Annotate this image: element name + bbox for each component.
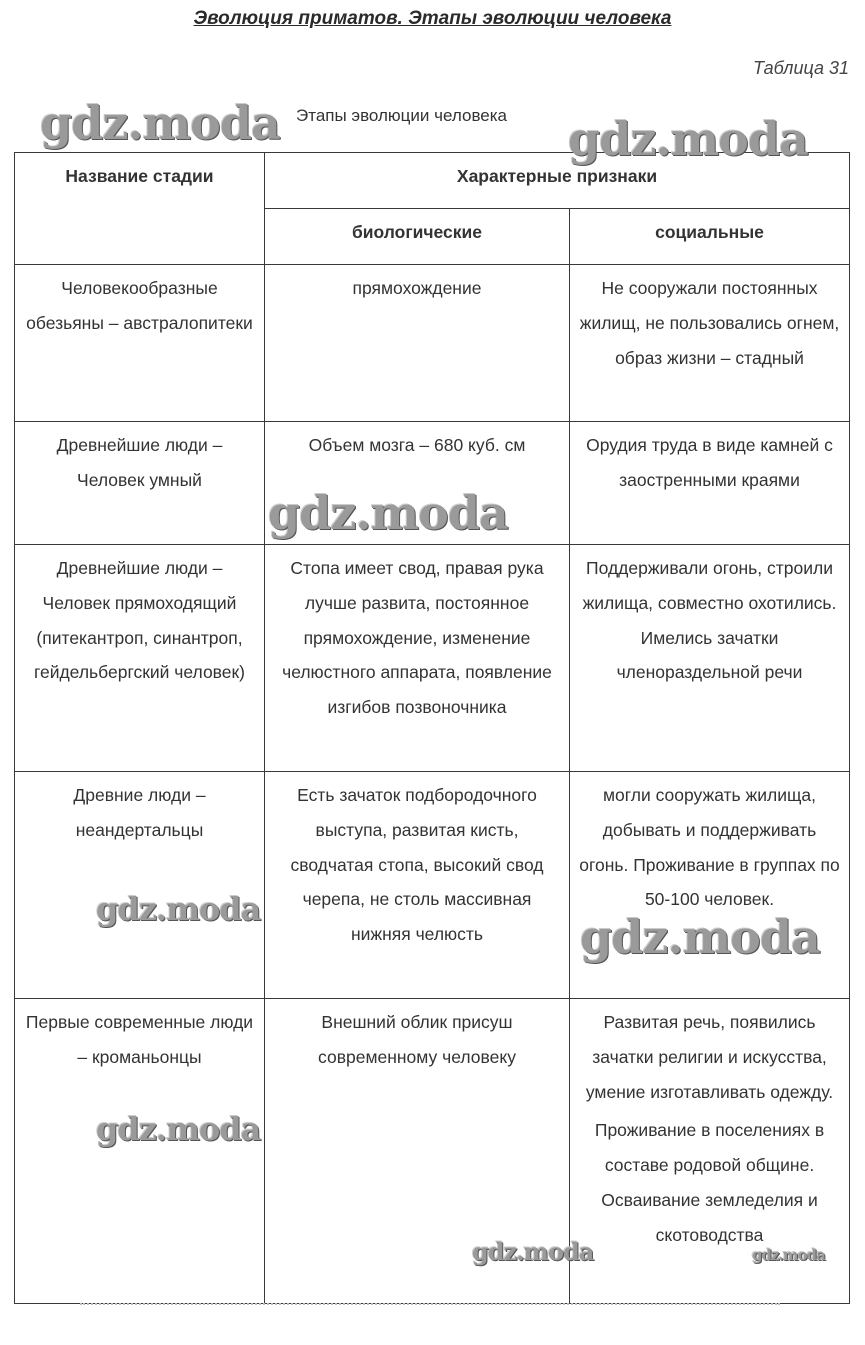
- table-number: Таблица 31: [752, 58, 849, 78]
- watermark: gdz.moda: [268, 486, 508, 540]
- watermark: gdz.moda: [568, 112, 808, 166]
- stage-cell: Древнейшие люди – Человек умный: [15, 422, 265, 545]
- bio-cell: прямохождение: [265, 265, 570, 422]
- table-row: [15, 545, 850, 772]
- social-cell: [570, 545, 850, 772]
- watermark: gdz.moda: [580, 910, 820, 964]
- watermark: gdz.moda: [96, 1110, 261, 1148]
- social-text: Осваивание земледелия и скотоводства: [601, 1189, 818, 1245]
- table-row: [15, 422, 850, 545]
- header-stage: Название стадии: [15, 153, 265, 265]
- stage-cell: Древние люди – неандертальцы: [15, 772, 265, 999]
- social-text: Не сооружали постоянных жилищ, не пользовались огнем, образ жизни – стадный: [579, 278, 840, 368]
- bio-cell: Есть зачаток подбородочного выступа, развитая кисть, сводчатая стопа, высокий свод черепа, не столь массивная нижняя челюсть: [265, 772, 570, 999]
- watermark: gdz.moda: [752, 1246, 825, 1264]
- stage-cell: Древнейшие люди – Человек прямоходящий (питекантроп, синантроп, гейдельбергский человек): [15, 545, 265, 772]
- social-cell: [570, 772, 850, 999]
- watermark: gdz.moda: [96, 890, 261, 928]
- social-cell: [570, 265, 850, 422]
- watermark: gdz.moda: [472, 1237, 594, 1266]
- header-row: [15, 153, 850, 209]
- social-text: могли сооружать жилища, добывать и поддерживать огонь. Проживание в группах по 50-100 человек.: [579, 785, 840, 910]
- header-features: Характерные признаки: [265, 153, 850, 209]
- social-text: Орудия труда в виде камней с заостренными краями: [586, 435, 833, 490]
- bio-cell: Внешний облик присуш современному человеку: [265, 999, 570, 1304]
- bio-cell: Объем мозга – 680 куб. см: [265, 422, 570, 545]
- table-row: [15, 772, 850, 999]
- page-title: Эволюция приматов. Этапы эволюции человека: [193, 8, 672, 29]
- stage-cell: Первые современные люди – кроманьонцы: [15, 999, 265, 1304]
- table-caption: Этапы эволюции человека: [296, 106, 508, 125]
- footer-divider: [80, 1303, 780, 1307]
- social-text: Проживание в поселениях в составе родовой общине.: [594, 1120, 825, 1176]
- watermark: gdz.moda: [40, 96, 280, 150]
- social-text: Развитая речь, появились зачатки религии и искусства, умение изготавливать одежду.: [585, 1012, 834, 1102]
- evolution-table: [14, 152, 850, 1304]
- table-row: [15, 999, 850, 1304]
- stage-cell: Человекообразные обезьяны – австралопитеки: [15, 265, 265, 422]
- bio-cell: Стопа имеет свод, правая рука лучше развита, постоянное прямохождение, изменение челюстного аппарата, появление изгибов позвоночника: [265, 545, 570, 772]
- table-row: [15, 265, 850, 422]
- header-social: социальные: [570, 209, 850, 265]
- social-cell: [570, 999, 850, 1304]
- header-biological: биологические: [265, 209, 570, 265]
- social-cell: [570, 422, 850, 545]
- social-text: Поддерживали огонь, строили жилища, совместно охотились. Имелись зачатки членораздельной речи: [582, 558, 837, 683]
